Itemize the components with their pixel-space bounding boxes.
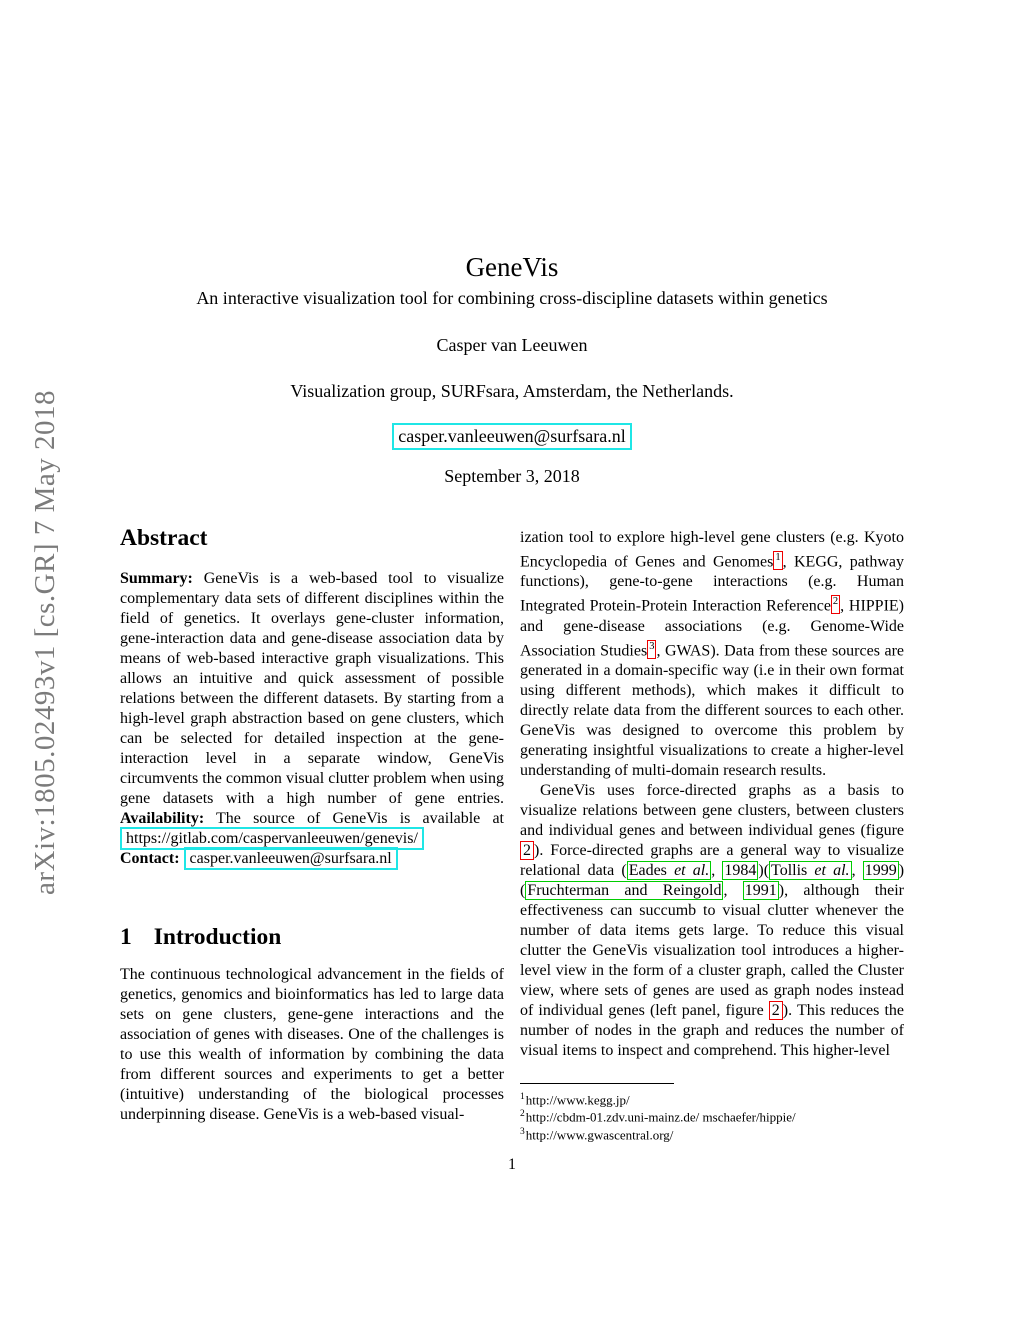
- abstract-heading: Abstract: [120, 525, 208, 551]
- email-link[interactable]: casper.vanleeuwen@surfsara.nl: [392, 423, 631, 450]
- footnote-ref-1[interactable]: 1: [773, 551, 782, 570]
- body-text: , KEGG, pathway functions), gene-to-gene interactions (e.g. Human Integrated Protein-Protein Interaction Reference: [520, 553, 904, 615]
- body-text: ization tool to explore high-level gene clusters (e.g. Kyoto Encyclopedia of Genes and Genomes: [520, 529, 904, 571]
- body-text: , HIPPIE) and gene-disease associations (e.g. Genome-Wide Association Studies: [520, 597, 905, 659]
- footnote-marker-1: 1: [520, 1091, 525, 1102]
- two-column-body: [120, 524, 904, 1142]
- availability-text: The source of GeneVis is available at: [204, 810, 504, 827]
- footnote-url-2[interactable]: http://cbdm-01.zdv.uni-mainz.de/ mschaefer/hippie/: [525, 1109, 796, 1125]
- right-column: [520, 524, 904, 1142]
- body-text: ,: [723, 881, 743, 899]
- footnote-url-1[interactable]: http://www.kegg.jp/: [525, 1092, 630, 1108]
- figure-ref-2[interactable]: 2: [520, 841, 534, 860]
- body-text: ). This reduces the number of nodes in the graph and reduces the number of visual items to inspect and comprehend. This higher-level: [520, 1001, 905, 1059]
- footnote-rule: [520, 1083, 674, 1084]
- submission-date: September 3, 2018: [444, 466, 580, 486]
- footnote-3: [520, 1125, 904, 1142]
- body-text: GeneVis uses force-directed graphs as a basis to visualize relations between gene clusters, between clusters and individual genes and between individual genes (figure: [520, 781, 904, 839]
- section-title: Introduction: [153, 924, 282, 950]
- footnote-block: [520, 1083, 904, 1142]
- contact-email-link[interactable]: casper.vanleeuwen@surfsara.nl: [184, 847, 398, 870]
- citation-tollis[interactable]: Tollis et al.: [771, 861, 850, 879]
- paper-title: GeneVis: [465, 252, 559, 282]
- footnote-url-3[interactable]: http://www.gwascentral.org/: [525, 1126, 674, 1142]
- figure-ref-2b[interactable]: 2: [769, 1001, 783, 1020]
- body-text: , GWAS). Data from these sources are generated in a domain-specific way (i.e in their own format using different methods), which makes it difficult to directly relate data from the different sources to each other. GeneVis was designed to overcome this problem by generating insightful visualizations to create a higher-level understanding of multi-domain research results.: [520, 641, 904, 779]
- body-text: )(: [758, 861, 770, 879]
- intro-paragraph-left: The continuous technological advancement in the fields of genetics, genomics and bioinformatics has led to large data sets on gene clusters, gene-gene interactions and the association of genes with diseases. One of the challenges is to use this wealth of information by combining the data from different sources and experiments to get a better (intuitive) understanding of the biological processes underpinning disease. GeneVis is a web-based visual-: [120, 966, 504, 1123]
- section-number: 1: [120, 924, 132, 950]
- left-column: [120, 524, 504, 1142]
- intro-paragraph-right: [520, 528, 904, 781]
- summary-label: Summary:: [120, 570, 193, 587]
- citation-year-1991[interactable]: 1991: [744, 881, 777, 899]
- force-directed-paragraph: [520, 781, 904, 1061]
- arxiv-watermark-text: arXiv:1805.02493v1 [cs.GR] 7 May 2018: [28, 389, 61, 895]
- contact-label: Contact:: [120, 850, 184, 867]
- body-text: )(: [520, 861, 905, 899]
- body-text: ,: [711, 861, 723, 879]
- body-text: ), although their effectiveness can succumb to visual clutter whenever the number of data items gets large. To reduce this visual clutter the GeneVis visualization tool introduces a higher-level view in the form of a cluster graph, called the Cluster view, where sets of genes are used as graph nodes instead of individual genes (left panel, figure: [520, 881, 905, 1019]
- footnote-marker-2: 2: [520, 1109, 525, 1120]
- citation-year-1999[interactable]: 1999: [864, 861, 897, 879]
- body-text: ,: [851, 861, 863, 879]
- email-row: [0, 423, 1024, 450]
- affiliation: Visualization group, SURFsara, Amsterdam, the Netherlands.: [290, 381, 734, 401]
- citation-year-1984[interactable]: 1984: [724, 861, 757, 879]
- introduction-heading: [120, 923, 504, 951]
- paper-subtitle: An interactive visualization tool for combining cross-discipline datasets within genetics: [196, 288, 828, 308]
- author-name: Casper van Leeuwen: [436, 335, 588, 355]
- availability-label: Availability:: [120, 810, 205, 827]
- footnote-1: [520, 1090, 904, 1107]
- summary-text: GeneVis is a web-based tool to visualize complementary data sets of different disciplines within the field of genetics. It overlays gene-cluster information, gene-interaction data and gene-disease association data by means of web-based interactive graph visualizations. This allows an intuitive and quick assessment of possible relations between the different datasets. By starting from a high-level graph abstraction based on gene clusters, which can be selected for detailed inspection at the gene-interaction level in a separate window, GeneVis circumvents the common visual clutter problem when using gene datasets with a high number of gene entries.: [120, 570, 504, 807]
- abstract-text: [120, 569, 504, 869]
- availability-link[interactable]: https://gitlab.com/caspervanleeuwen/genevis/: [120, 827, 424, 850]
- citation-fruchterman-reingold[interactable]: Fruchterman and Reingold: [527, 881, 722, 899]
- footnote-ref-2[interactable]: 2: [831, 595, 840, 614]
- citation-eades[interactable]: Eades et al.: [628, 861, 710, 879]
- footnote-ref-3[interactable]: 3: [647, 640, 656, 659]
- title-block: [0, 252, 1024, 487]
- page-number: 1: [508, 1156, 516, 1173]
- footnote-marker-3: 3: [520, 1126, 525, 1137]
- footnote-2: [520, 1107, 904, 1124]
- body-text: ). Force-directed graphs are a general way to visualize relational data (: [520, 841, 904, 879]
